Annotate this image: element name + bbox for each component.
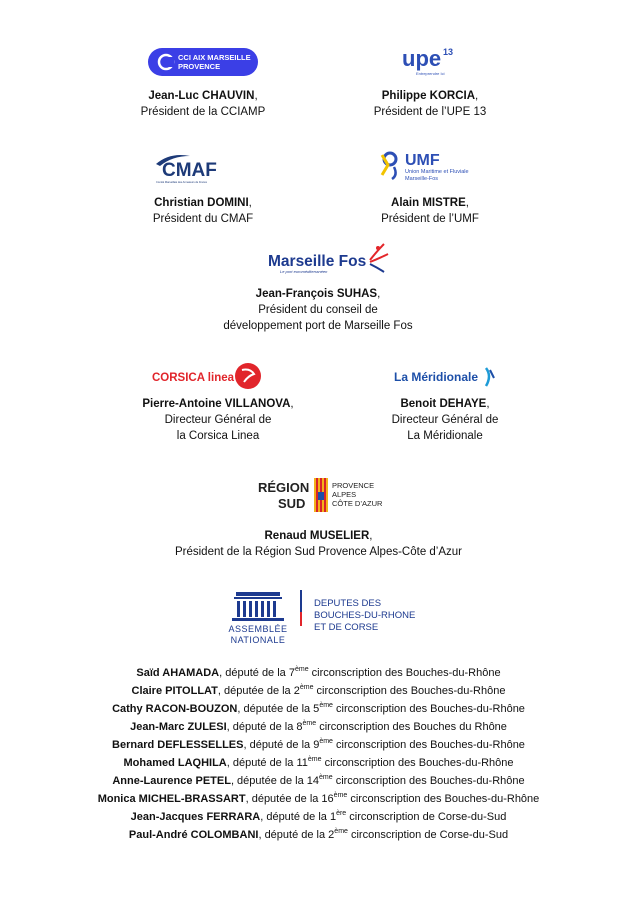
region-sud-logo: [256, 474, 384, 516]
signatory-title: Président de la CCIAMP: [140, 106, 266, 118]
assembly-logo-right2: BOUCHES-DU-RHONE: [314, 610, 416, 621]
signatory-title-line2: La Méridionale: [407, 430, 483, 442]
svg-text:Le port euroméditerranéen: Le port euroméditerranéen: [280, 269, 328, 274]
signatory-name: Jean-François SUHAS: [255, 288, 378, 300]
signature-villanova: Pierre-Antoine VILLANOVA, Directeur Général de la Corsica Linea: [118, 396, 318, 444]
cmaf-logo: [150, 150, 240, 186]
signatory-title: Président du CMAF: [152, 213, 254, 225]
upe-logo-text: upe: [402, 46, 442, 71]
svg-text:Entreprendre Ici: Entreprendre Ici: [416, 71, 445, 76]
signatory-title-line1: Président du conseil de: [258, 304, 378, 316]
signatory-name: Philippe KORCIA: [381, 90, 476, 102]
corsica-linea-logo-text: CORSICA linea: [152, 372, 235, 384]
signature-mistre: Alain MISTRE, Président de l’UMF: [345, 195, 515, 227]
signatory-title-line1: Directeur Général de: [391, 414, 499, 426]
deputy-row: Anne-Laurence PETEL, députée de la 14ème circonscription des Bouches-du-Rhône: [112, 774, 525, 787]
signatory-title-line1: Directeur Général de: [164, 414, 272, 426]
signatory-title: Président de l’UPE 13: [373, 106, 487, 118]
svg-text:CÔTE D’AZUR: CÔTE D’AZUR: [332, 499, 383, 508]
deputy-row: Jean-Marc ZULESI, député de la 8ème circonscription des Bouches du Rhône: [130, 720, 507, 733]
svg-text:Comité Marseillais des Armateu: Comité Marseillais des Armateurs de France: [156, 181, 208, 184]
region-sud-logo-line1: RÉGION: [258, 480, 310, 495]
svg-text:Marseille-Fos: Marseille-Fos: [405, 176, 439, 182]
signatory-title-line2: la Corsica Linea: [176, 430, 260, 442]
region-sud-logo-line2: SUD: [278, 496, 306, 511]
svg-text:PROVENCE: PROVENCE: [332, 481, 375, 490]
signature-korcia: Philippe KORCIA, Président de l’UPE 13: [345, 88, 515, 120]
signature-dehaye: Benoit DEHAYE, Directeur Général de La Méridionale: [355, 396, 535, 444]
svg-text:Union Maritime et Fluviale: Union Maritime et Fluviale: [405, 169, 469, 175]
assemblee-nationale-logo: [226, 588, 438, 650]
signatory-name: Benoit DEHAYE: [400, 398, 487, 410]
assembly-logo-line1: ASSEMBLÉE: [228, 624, 288, 634]
signatory-name: Renaud MUSELIER: [264, 530, 370, 542]
marseille-fos-logo-text: Marseille Fos: [268, 253, 367, 270]
signature-chauvin: Jean-Luc CHAUVIN, Président de la CCIAMP: [118, 88, 288, 120]
signatory-title: Président de l’UMF: [381, 213, 479, 225]
signature-suhas: Jean-François SUHAS, Président du conseil de développement port de Marseille Fos: [168, 286, 468, 334]
la-meridionale-logo: [392, 364, 502, 390]
cci-aix-marseille-provence-logo: [148, 48, 258, 76]
marseille-fos-logo: [266, 240, 390, 278]
cci-logo-line2: PROVENCE: [178, 62, 221, 71]
signatory-title: Président de la Région Sud Provence Alpes-Côte d’Azur: [174, 546, 463, 558]
svg-text:13: 13: [443, 47, 454, 57]
cci-logo-line1: CCI AIX MARSEILLE: [178, 53, 251, 62]
umf-logo-text: UMF: [405, 152, 440, 169]
deputy-row: Paul-André COLOMBANI, député de la 2ème circonscription de Corse-du-Sud: [128, 828, 509, 841]
deputies-list: [40, 664, 597, 844]
signature-domini: Christian DOMINI, Président du CMAF: [118, 195, 288, 227]
deputy-row: Cathy RACON-BOUZON, députée de la 5ème circonscription des Bouches-du-Rhône: [112, 702, 525, 715]
umf-logo: [378, 145, 488, 185]
deputy-row: Claire PITOLLAT, députée de la 2ème circonscription des Bouches-du-Rhône: [131, 684, 506, 697]
signatory-name: Christian DOMINI: [154, 197, 249, 209]
signatory-name: Alain MISTRE: [391, 197, 466, 209]
deputy-row: Mohamed LAQHILA, député de la 11ème circonscription des Bouches-du-Rhône: [123, 756, 514, 769]
signatory-name: Jean-Luc CHAUVIN: [148, 90, 255, 102]
assembly-logo-right3: ET DE CORSE: [314, 622, 379, 633]
svg-text:ALPES: ALPES: [332, 490, 357, 499]
la-meridionale-logo-text: La Méridionale: [394, 370, 479, 384]
assembly-logo-line2: NATIONALE: [230, 635, 286, 645]
deputy-row: Bernard DEFLESSELLES, député de la 9ème circonscription des Bouches-du-Rhône: [112, 738, 525, 751]
corsica-linea-logo: [150, 360, 264, 392]
cmaf-logo-text: CMAF: [162, 160, 217, 181]
signatory-name: Pierre-Antoine VILLANOVA: [142, 398, 291, 410]
upe13-logo: [400, 44, 460, 78]
deputy-row: Jean-Jacques FERRARA, député de la 1ère circonscription de Corse-du-Sud: [130, 810, 507, 823]
assembly-logo-right1: DEPUTES DES: [314, 598, 382, 609]
signatory-title-line2: développement port de Marseille Fos: [223, 320, 413, 332]
deputy-row: Saïd AHAMADA, député de la 7ème circonscription des Bouches-du-Rhône: [136, 666, 501, 679]
deputy-row: Monica MICHEL-BRASSART, députée de la 16ème circonscription des Bouches-du-Rhône: [97, 792, 540, 805]
signature-muselier: Renaud MUSELIER, Président de la Région Sud Provence Alpes-Côte d’Azur: [150, 528, 487, 560]
